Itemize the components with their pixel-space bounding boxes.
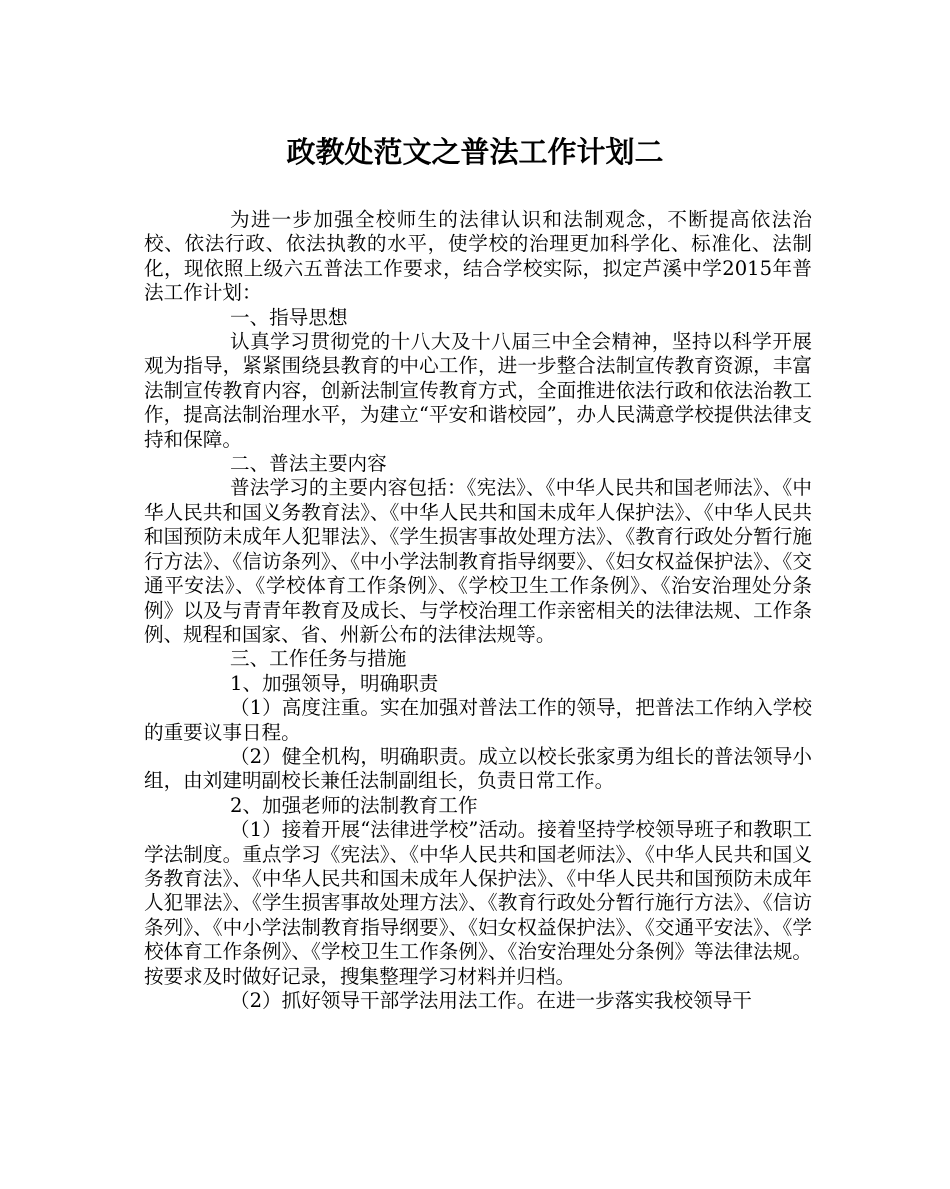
subsection-heading-teacher-education: 2、加强老师的法制教育工作 [230, 793, 478, 817]
subsection-heading-leadership: 1、加强领导，明确职责 [230, 671, 439, 695]
main-content-paragraph: 普法学习的主要内容包括：《宪法》、《中华人民共和国老师法》、《中华人民共和国义务教育法》、《中华人民共和国未成年人保护法》、《中华人民共和国预防未成年人犯罪法》、《学生损害事故处理方法》、《教育行政处分暂行施行方法》、《信访条列》、《中小学法制教育指导纲要》、《妇女权益保护法》、《交通平安法》、《学校体育工作条例》、《学校卫生工作条例》、《治安治理处分条例》以及与青青年教育及成长、与学校治理工作亲密相关的法律法规、工作条例、规程和国家、省、州新公布的法律法规等。 [144, 476, 812, 646]
document-title: 政教处范文之普法工作计划二 [286, 135, 664, 169]
item-leadership-1: （1）高度注重。实在加强对普法工作的领导，把普法工作纳入学校的重要议事日程。 [144, 696, 812, 744]
item-teacher-education-2: （2）抓好领导干部学法用法工作。在进一步落实我校领导干 [230, 989, 752, 1012]
guiding-ideology-paragraph: 认真学习贯彻党的十八大及十八届三中全会精神，坚持以科学开展观为指导，紧紧围绕县教育的中心工作，进一步整合法制宣传教育资源，丰富法制宣传教育内容，创新法制宣传教育方式，全面推进依法行政和依法治教工作，提高法制治理水平，为建立“平安和谐校园”，办人民满意学校提供法律支持和保障。 [144, 330, 812, 451]
document-body [144, 208, 812, 1013]
item-leadership-2: （2）健全机构，明确职责。成立以校长张家勇为组长的普法领导小组，由刘建明副校长兼任法制副组长，负责日常工作。 [144, 744, 812, 793]
intro-paragraph: 为进一步加强全校师生的法律认识和法制观念，不断提高依法治校、依法行政、依法执教的水平，使学校的治理更加科学化、标准化、法制化，现依照上级六五普法工作要求，结合学校实际，拟定芦溪中学2015年普法工作计划： [144, 208, 812, 305]
section-heading-main-content: 二、普法主要内容 [230, 452, 387, 476]
section-heading-guiding-ideology: 一、指导思想 [230, 305, 348, 329]
section-heading-tasks-measures: 三、工作任务与措施 [230, 647, 407, 671]
item-teacher-education-1: （1）接着开展“法律进学校”活动。接着坚持学校领导班子和教职工学法制度。重点学习《宪法》、《中华人民共和国老师法》、《中华人民共和国义务教育法》、《中华人民共和国未成年人保护法》、《中华人民共和国预防未成年人犯罪法》、《学生损害事故处理方法》、《教育行政处分暂行施行方法》、《信访条列》、《中小学法制教育指导纲要》、《妇女权益保护法》、《交通平安法》、《学校体育工作条例》、《学校卫生工作条例》、《治安治理处分条例》等法律法规。按要求及时做好记录，搜集整理学习材料并归档。 [144, 818, 812, 988]
